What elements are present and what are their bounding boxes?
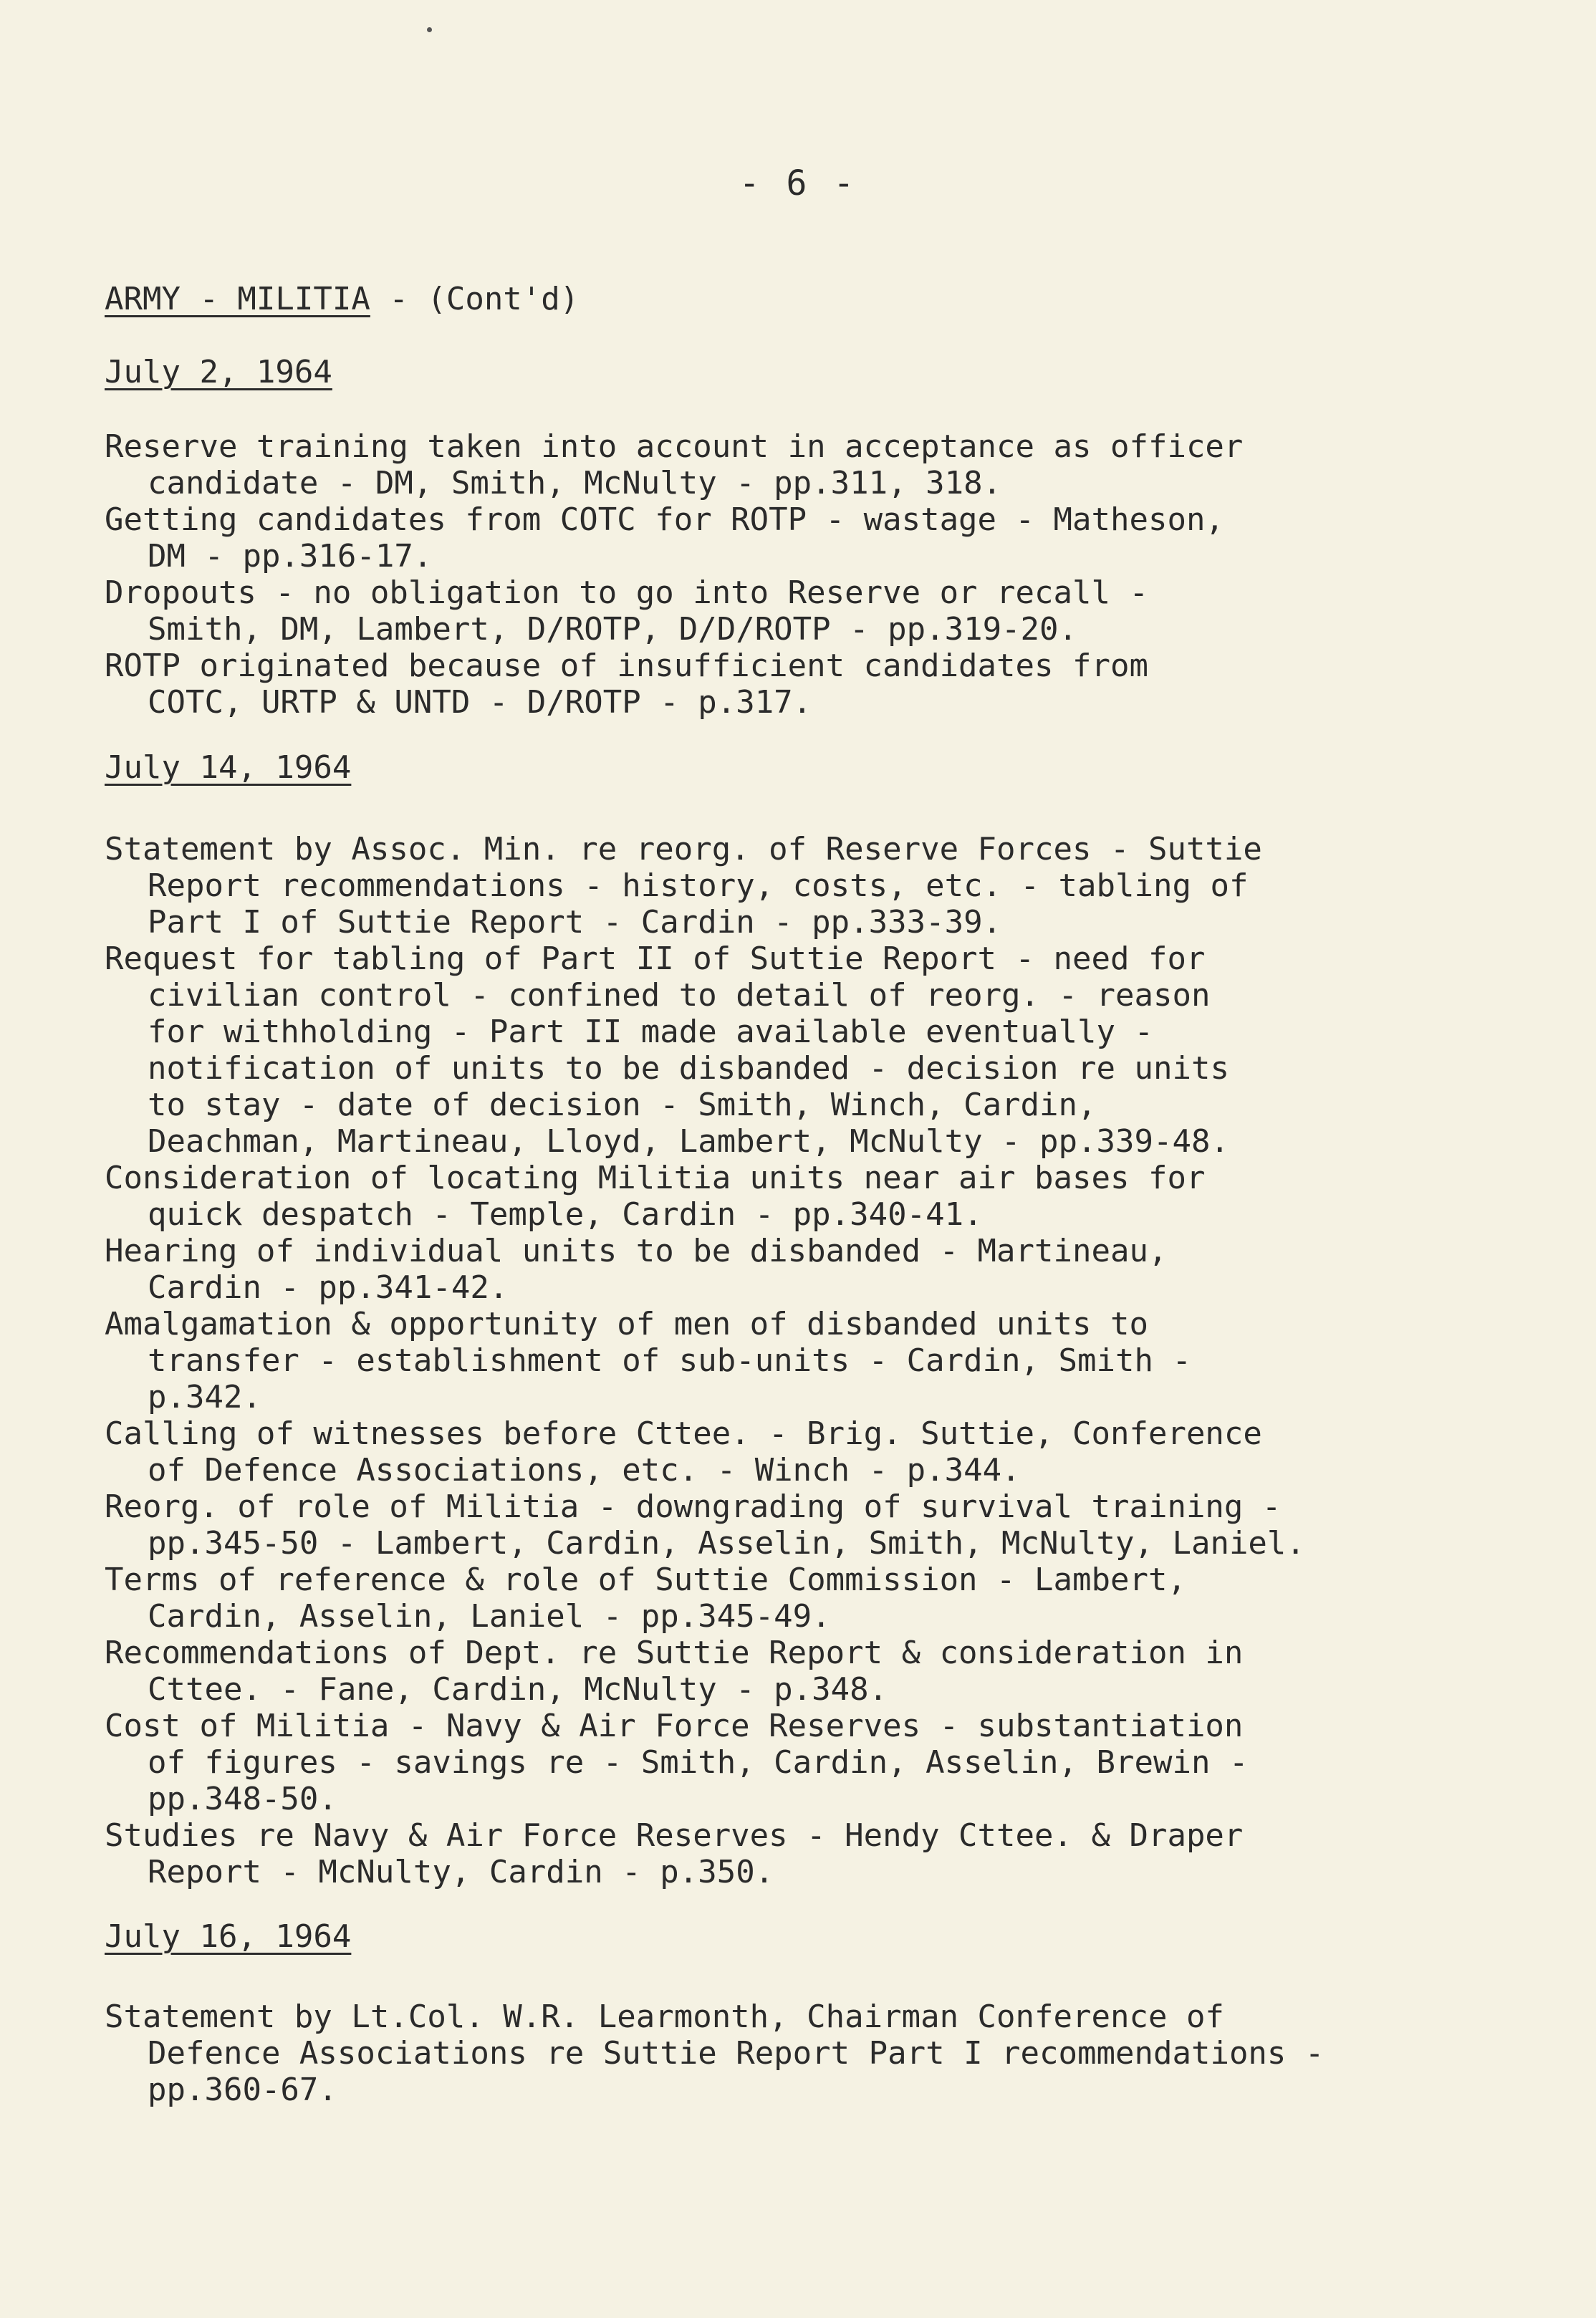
entry-line: civilian control - confined to detail of reorg. - reason: [148, 977, 1211, 1014]
entry-line: p.342.: [148, 1379, 261, 1415]
entry-line: Consideration of locating Militia units near air bases for: [105, 1160, 1206, 1196]
index-entry: [105, 1562, 1509, 1635]
entry-line: Calling of witnesses before Cttee. - Brig. Suttie, Conference: [105, 1415, 1262, 1452]
entry-line: pp.345-50 - Lambert, Cardin, Asselin, Smith, McNulty, Laniel.: [148, 1525, 1305, 1562]
index-entry: [105, 1489, 1509, 1562]
entry-line: Recommendations of Dept. re Suttie Report & consideration in: [105, 1635, 1244, 1671]
entry-line: Report - McNulty, Cardin - p.350.: [148, 1854, 774, 1890]
entry-line: Cost of Militia - Navy & Air Force Reserves - substantiation: [105, 1708, 1244, 1744]
index-entry: [105, 574, 1509, 648]
entry-line: Request for tabling of Part II of Suttie Report - need for: [105, 941, 1206, 977]
entry-line: for withholding - Part II made available eventually -: [148, 1014, 1153, 1050]
entry-line: to stay - date of decision - Smith, Winch, Cardin,: [148, 1087, 1097, 1123]
index-entry: [105, 1708, 1509, 1817]
entry-line: of figures - savings re - Smith, Cardin, Asselin, Brewin -: [148, 1744, 1249, 1781]
entry-line: notification of units to be disbanded - decision re units: [148, 1050, 1229, 1087]
entry-line: Dropouts - no obligation to go into Reserve or recall -: [105, 574, 1148, 611]
date-heading: July 16, 1964: [105, 1918, 352, 1955]
date-heading: July 14, 1964: [105, 749, 352, 786]
index-entry: [105, 1817, 1509, 1890]
heading-suffix: - (Cont'd): [370, 281, 580, 317]
entry-line: Cardin, Asselin, Laniel - pp.345-49.: [148, 1598, 831, 1635]
entry-line: Statement by Assoc. Min. re reorg. of Reserve Forces - Suttie: [105, 831, 1262, 867]
entry-line: Studies re Navy & Air Force Reserves - Hendy Cttee. & Draper: [105, 1817, 1244, 1854]
entry-line: candidate - DM, Smith, McNulty - pp.311, 318.: [148, 465, 1002, 501]
index-entry: [105, 1999, 1509, 2108]
index-entry: [105, 428, 1509, 501]
index-entry: [105, 1306, 1509, 1415]
heading-title: ARMY - MILITIA: [105, 281, 370, 317]
index-entry: [105, 1415, 1509, 1489]
entry-line: Reserve training taken into account in acceptance as officer: [105, 428, 1244, 465]
entry-line: Cardin - pp.341-42.: [148, 1269, 509, 1306]
entry-line: of Defence Associations, etc. - Winch - p.344.: [148, 1452, 1021, 1489]
index-entry: [105, 501, 1509, 574]
entry-line: Cttee. - Fane, Cardin, McNulty - p.348.: [148, 1671, 888, 1708]
entry-line: Amalgamation & opportunity of men of disbanded units to: [105, 1306, 1148, 1342]
entry-line: ROTP originated because of insufficient candidates from: [105, 648, 1148, 684]
page-number: - 6 -: [739, 163, 857, 203]
entry-line: Reorg. of role of Militia - downgrading of survival training -: [105, 1489, 1282, 1525]
entry-line: Getting candidates from COTC for ROTP - wastage - Matheson,: [105, 501, 1224, 538]
entry-line: Hearing of individual units to be disbanded - Martineau,: [105, 1233, 1168, 1269]
entry-line: transfer - establishment of sub-units - Cardin, Smith -: [148, 1342, 1191, 1379]
index-entry: [105, 1233, 1509, 1306]
index-entry: [105, 648, 1509, 721]
index-entry: [105, 1635, 1509, 1708]
index-entry: [105, 831, 1509, 941]
paper-speck: [427, 27, 432, 32]
entry-line: quick despatch - Temple, Cardin - pp.340-41.: [148, 1196, 983, 1233]
entry-line: pp.360-67.: [148, 2072, 337, 2108]
entry-line: Deachman, Martineau, Lloyd, Lambert, McNulty - pp.339-48.: [148, 1123, 1229, 1160]
entry-line: Part I of Suttie Report - Cardin - pp.333-39.: [148, 904, 1002, 941]
entry-line: COTC, URTP & UNTD - D/ROTP - p.317.: [148, 684, 812, 721]
index-entry: [105, 941, 1509, 1160]
index-entry: [105, 1160, 1509, 1233]
entry-line: Report recommendations - history, costs, etc. - tabling of: [148, 867, 1249, 904]
section-heading: [105, 281, 579, 317]
entry-line: Smith, DM, Lambert, D/ROTP, D/D/ROTP - pp.319-20.: [148, 611, 1078, 648]
entry-line: Terms of reference & role of Suttie Commission - Lambert,: [105, 1562, 1186, 1598]
entry-line: Statement by Lt.Col. W.R. Learmonth, Chairman Conference of: [105, 1999, 1224, 2035]
date-heading: July 2, 1964: [105, 354, 332, 390]
entry-line: Defence Associations re Suttie Report Part I recommendations -: [148, 2035, 1325, 2072]
entry-line: DM - pp.316-17.: [148, 538, 433, 574]
entry-line: pp.348-50.: [148, 1781, 337, 1817]
